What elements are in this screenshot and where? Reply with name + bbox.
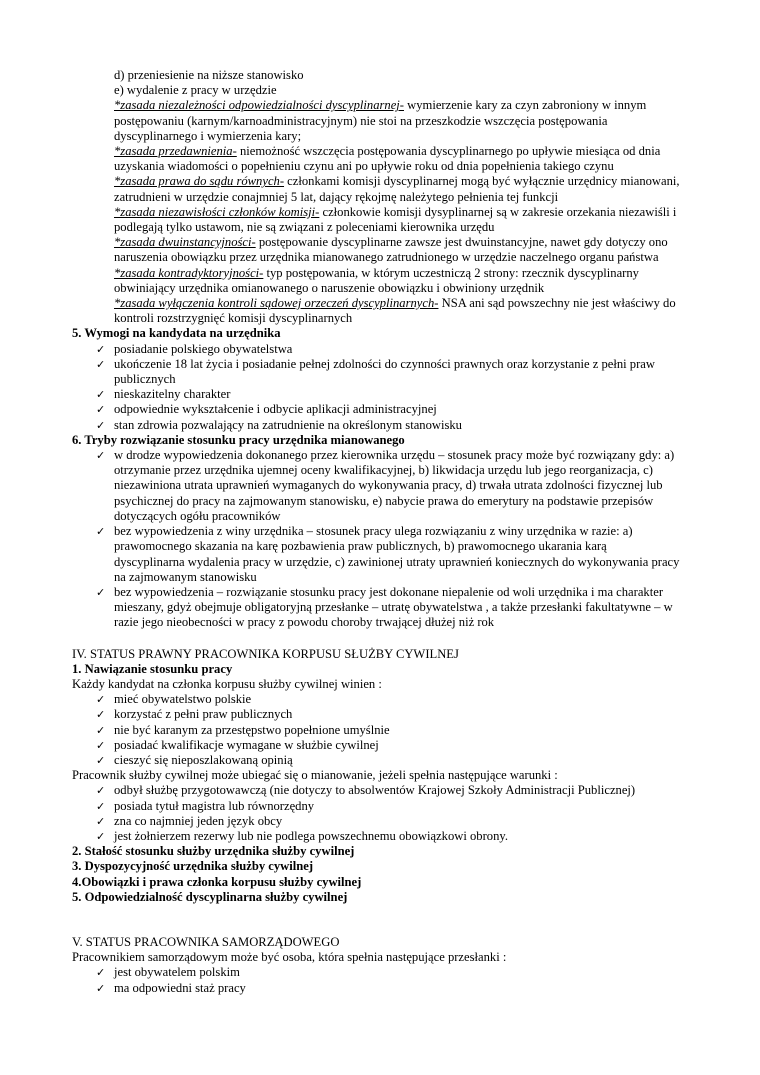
list-item-text: ma odpowiedni staż pracy	[114, 980, 246, 995]
list-item-text: na zajmowanym stanowisku	[114, 569, 257, 584]
list-item	[0, 387, 760, 402]
list-item-text: niezawiniona utrata uprawnień wymaganych do wykonywania pracy, d) trwała utrata zdolności fizycznej lub	[114, 478, 663, 493]
section-v-intro: Pracownikiem samorządowym może być osoba, która spełnia następujące przesłanki :	[72, 950, 507, 965]
principle-line	[0, 98, 760, 113]
list-item-text: posiadanie polskiego obywatelstwa	[114, 341, 293, 356]
checkmark-icon: ✓	[96, 342, 106, 356]
list-item-text: nieskazitelny charakter	[114, 387, 231, 402]
principle-line	[0, 174, 760, 189]
list-item-text: odbył służbę przygotowawczą (nie dotyczy to absolwentów Krajowej Szkoły Administracji Publicznej)	[114, 783, 636, 798]
section-v-heading: V. STATUS PRACOWNIKA SAMORZĄDOWEGO	[72, 934, 340, 949]
principle-line	[0, 144, 760, 159]
list-item	[0, 799, 760, 814]
checkmark-icon: ✓	[96, 525, 106, 539]
list-item	[0, 753, 760, 768]
list-item	[0, 539, 760, 554]
list-item	[0, 829, 760, 844]
principle-continuation: zatrudnieni w urzędzie conajmniej 5 lat, dający rękojmę należytego pełnienia tej funkcji	[114, 189, 559, 204]
list-item-text: jest żołnierzem rezerwy lub nie podlega powszechnemu obowiązkowi obrony.	[114, 828, 509, 843]
principle-continuation: postępowaniu (karnym/karnoadministracyjnym) nie stoi na przeszkodzie wszczęcia postępowania	[114, 113, 608, 128]
appointment-conditions-list	[0, 783, 760, 844]
principle-term: *zasada wyłączenia kontroli sądowej orzeczeń dyscyplinarnych-	[114, 296, 439, 311]
principle-term: *zasada przedawnienia-	[114, 144, 237, 159]
list-item	[0, 570, 760, 585]
checkmark-icon: ✓	[96, 693, 106, 707]
list-item-text: posiadać kwalifikacje wymagane w służbie cywilnej	[114, 737, 379, 752]
list-item	[0, 783, 760, 798]
checkmark-icon: ✓	[96, 799, 106, 813]
local-government-employee-list	[0, 965, 760, 995]
list-item-text: mieszany, gdyż obejmuje obligatoryjną przesłanke – utratę obywatelstwa , a także przesłanki fakultatywne – w	[114, 600, 673, 615]
checkmark-icon: ✓	[96, 738, 106, 752]
principle-term: *zasada prawa do sądu równych-	[114, 174, 285, 189]
list-item-text: otrzymanie przez urzędnika ujemnej oceny kwalifikacyjnej, b) likwidacja urzędu lub jego reorganizacja, c)	[114, 463, 653, 478]
list-item	[0, 723, 760, 738]
penalty-item-e: e) wydalenie z pracy w urzędzie	[114, 83, 277, 98]
list-item	[0, 418, 760, 433]
principle-text: wymierzenie kary za czyn zabroniony w innym	[403, 98, 647, 113]
section-6-heading: 6. Tryby rozwiązanie stosunku pracy urzędnika mianowanego	[72, 432, 405, 447]
section-iv-5-heading: 5. Odpowiedzialność dyscyplinarna służby cywilnej	[72, 889, 348, 904]
list-item-text: bez wypowiedzenia z winy urzędnika – stosunek pracy ulega rozwiązaniu z winy urzędnika w razie: a)	[114, 524, 633, 539]
checkmark-icon: ✓	[96, 708, 106, 722]
list-item	[0, 494, 760, 509]
list-item-text: jest obywatelem polskim	[114, 965, 240, 980]
section-iv-intro-2: Pracownik służby cywilnej może ubiegać się o mianowanie, jeżeli spełnia następujące warunki :	[72, 768, 558, 783]
list-item-text: stan zdrowia pozwalający na zatrudnienie na określonym stanowisku	[114, 417, 462, 432]
principle-line	[0, 205, 760, 220]
principle-text: niemożność wszczęcia postępowania dyscyplinarnego po upływie miesiąca od dnia	[236, 144, 661, 159]
list-item-text: psychicznej do pracy na zajmowanym stanowisku, e) nabycie prawa do emerytury na podstawie przepisów	[114, 493, 654, 508]
list-item-text: publicznych	[114, 372, 176, 387]
list-item	[0, 692, 760, 707]
checkmark-icon: ✓	[96, 388, 106, 402]
list-item-text: dotyczących ogółu pracowników	[114, 508, 281, 523]
checkmark-icon: ✓	[96, 403, 106, 417]
list-item	[0, 509, 760, 524]
section-5-heading: 5. Wymogi na kandydata na urzędnika	[72, 326, 281, 341]
checkmark-icon: ✓	[96, 784, 106, 798]
checkmark-icon: ✓	[96, 981, 106, 995]
checkmark-icon: ✓	[96, 418, 106, 432]
list-item-text: posiada tytuł magistra lub równorzędny	[114, 798, 315, 813]
principle-continuation: kontroli rozstrzygnięć komisji dyscyplinarnych	[114, 311, 353, 326]
list-item	[0, 707, 760, 722]
list-item	[0, 615, 760, 630]
list-item	[0, 463, 760, 478]
principle-term: *zasada dwuinstancyjności-	[114, 235, 256, 250]
principle-continuation: uzyskania wiadomości o popełnieniu czynu ani po upływie roku od dnia popełnienia takiego czynu	[114, 159, 614, 174]
list-item	[0, 981, 760, 996]
list-item	[0, 524, 760, 539]
list-item-text: mieć obywatelstwo polskie	[114, 692, 252, 707]
principle-continuation: dyscyplinarnego i wymierzenia kary;	[114, 128, 302, 143]
principle-term: *zasada kontradyktoryjności-	[114, 265, 264, 280]
termination-modes-list	[0, 448, 760, 630]
section-iv-1-heading: 1. Nawiązanie stosunku pracy	[72, 661, 233, 676]
principle-line	[0, 266, 760, 281]
principle-line	[0, 235, 760, 250]
checkmark-icon: ✓	[96, 829, 106, 843]
principle-term: *zasada niezawisłości członków komisji-	[114, 204, 320, 219]
list-item	[0, 600, 760, 615]
list-item-text: bez wypowiedzenia – rozwiązanie stosunku pracy jest dokonane niepalenie od woli urzędnika i ma charakter	[114, 584, 664, 599]
candidate-requirements-list	[0, 342, 760, 433]
principle-text: postępowanie dyscyplinarne zawsze jest dwuinstancyjne, nawet gdy dotyczy ono	[255, 235, 668, 250]
list-item-text: zna co najmniej jeden język obcy	[114, 813, 283, 828]
checkmark-icon: ✓	[96, 449, 106, 463]
list-item-text: ukończenie 18 lat życia i posiadanie pełnej zdolności do czynności prawnych oraz korzystanie z pełni praw	[114, 356, 655, 371]
list-item-text: odpowiednie wykształcenie i odbycie aplikacji administracyjnej	[114, 402, 437, 417]
list-item	[0, 402, 760, 417]
principle-text: członkowie komisji dysyplinarnej są w zakresie orzekania niezawiśli i	[319, 204, 677, 219]
principle-continuation: podlegają tylko ustawom, nie są związani z poleceniami kierownika urzędu	[114, 220, 495, 235]
checkmark-icon: ✓	[96, 585, 106, 599]
section-iv-4-heading: 4.Obowiązki i prawa członka korpusu służby cywilnej	[72, 874, 362, 889]
section-iv-3-heading: 3. Dyspozycyjność urzędnika służby cywilnej	[72, 859, 314, 874]
list-item-text: prawomocnego skazania na karę pozbawienia praw publicznych, b) prawomocnego ukarania karą	[114, 539, 607, 554]
checkmark-icon: ✓	[96, 814, 106, 828]
principle-term: *zasada niezależności odpowiedzialności dyscyplinarnej-	[114, 98, 404, 113]
checkmark-icon: ✓	[96, 966, 106, 980]
principle-text: członkami komisji dyscyplinarnej mogą być wyłącznie urzędnicy mianowani,	[284, 174, 680, 189]
section-iv-2-heading: 2. Stałość stosunku służby urzędnika służby cywilnej	[72, 844, 355, 859]
checkmark-icon: ✓	[96, 723, 106, 737]
checkmark-icon: ✓	[96, 753, 106, 767]
document-page	[0, 68, 760, 996]
list-item	[0, 555, 760, 570]
principle-continuation: naruszenia obowiązku przez urzędnika mianowanego zatrudnionego w urzędzie naczelnego organu państwa	[114, 250, 659, 265]
principle-line	[0, 296, 760, 311]
list-item	[0, 478, 760, 493]
checkmark-icon: ✓	[96, 357, 106, 371]
principles-list	[0, 98, 760, 326]
list-item	[0, 448, 760, 463]
section-iv-intro-1: Każdy kandydat na członka korpusu służby cywilnej winien :	[72, 676, 382, 691]
list-item	[0, 357, 760, 372]
list-item	[0, 965, 760, 980]
list-item-text: razie jego nieobecności w pracy z powodu choroby trwającej dłużej niż rok	[114, 615, 495, 630]
principle-text: typ postępowania, w którym uczestniczą 2 strony: rzecznik dyscyplinarny	[263, 265, 639, 280]
list-item-text: cieszyć się nieposzlakowaną opinią	[114, 752, 293, 767]
penalty-item-d: d) przeniesienie na niższe stanowisko	[114, 68, 304, 82]
section-iv-heading: IV. STATUS PRAWNY PRACOWNIKA KORPUSU SŁUŻBY CYWILNEJ	[72, 646, 459, 661]
list-item-text: dyscyplinarna wydalenia pracy w urzędzie, c) zawinionej utraty uprawnień koniecznych do wykonywania pracy	[114, 554, 680, 569]
list-item	[0, 585, 760, 600]
list-item	[0, 342, 760, 357]
principle-text: NSA ani sąd powszechny nie jest właściwy do	[438, 296, 676, 311]
list-item	[0, 738, 760, 753]
list-item	[0, 372, 760, 387]
principle-continuation: obwiniający urzędnika omianowanego o naruszenie obowiązku i obwiniony urzędnik	[114, 280, 545, 295]
civil-service-candidate-list	[0, 692, 760, 768]
list-item-text: w drodze wypowiedzenia dokonanego przez kierownika urzędu – stosunek pracy może być rozwiązany gdy: a)	[114, 448, 675, 463]
list-item	[0, 814, 760, 829]
list-item-text: korzystać z pełni praw publicznych	[114, 707, 293, 722]
list-item-text: nie być karanym za przestępstwo popełnione umyślnie	[114, 722, 390, 737]
